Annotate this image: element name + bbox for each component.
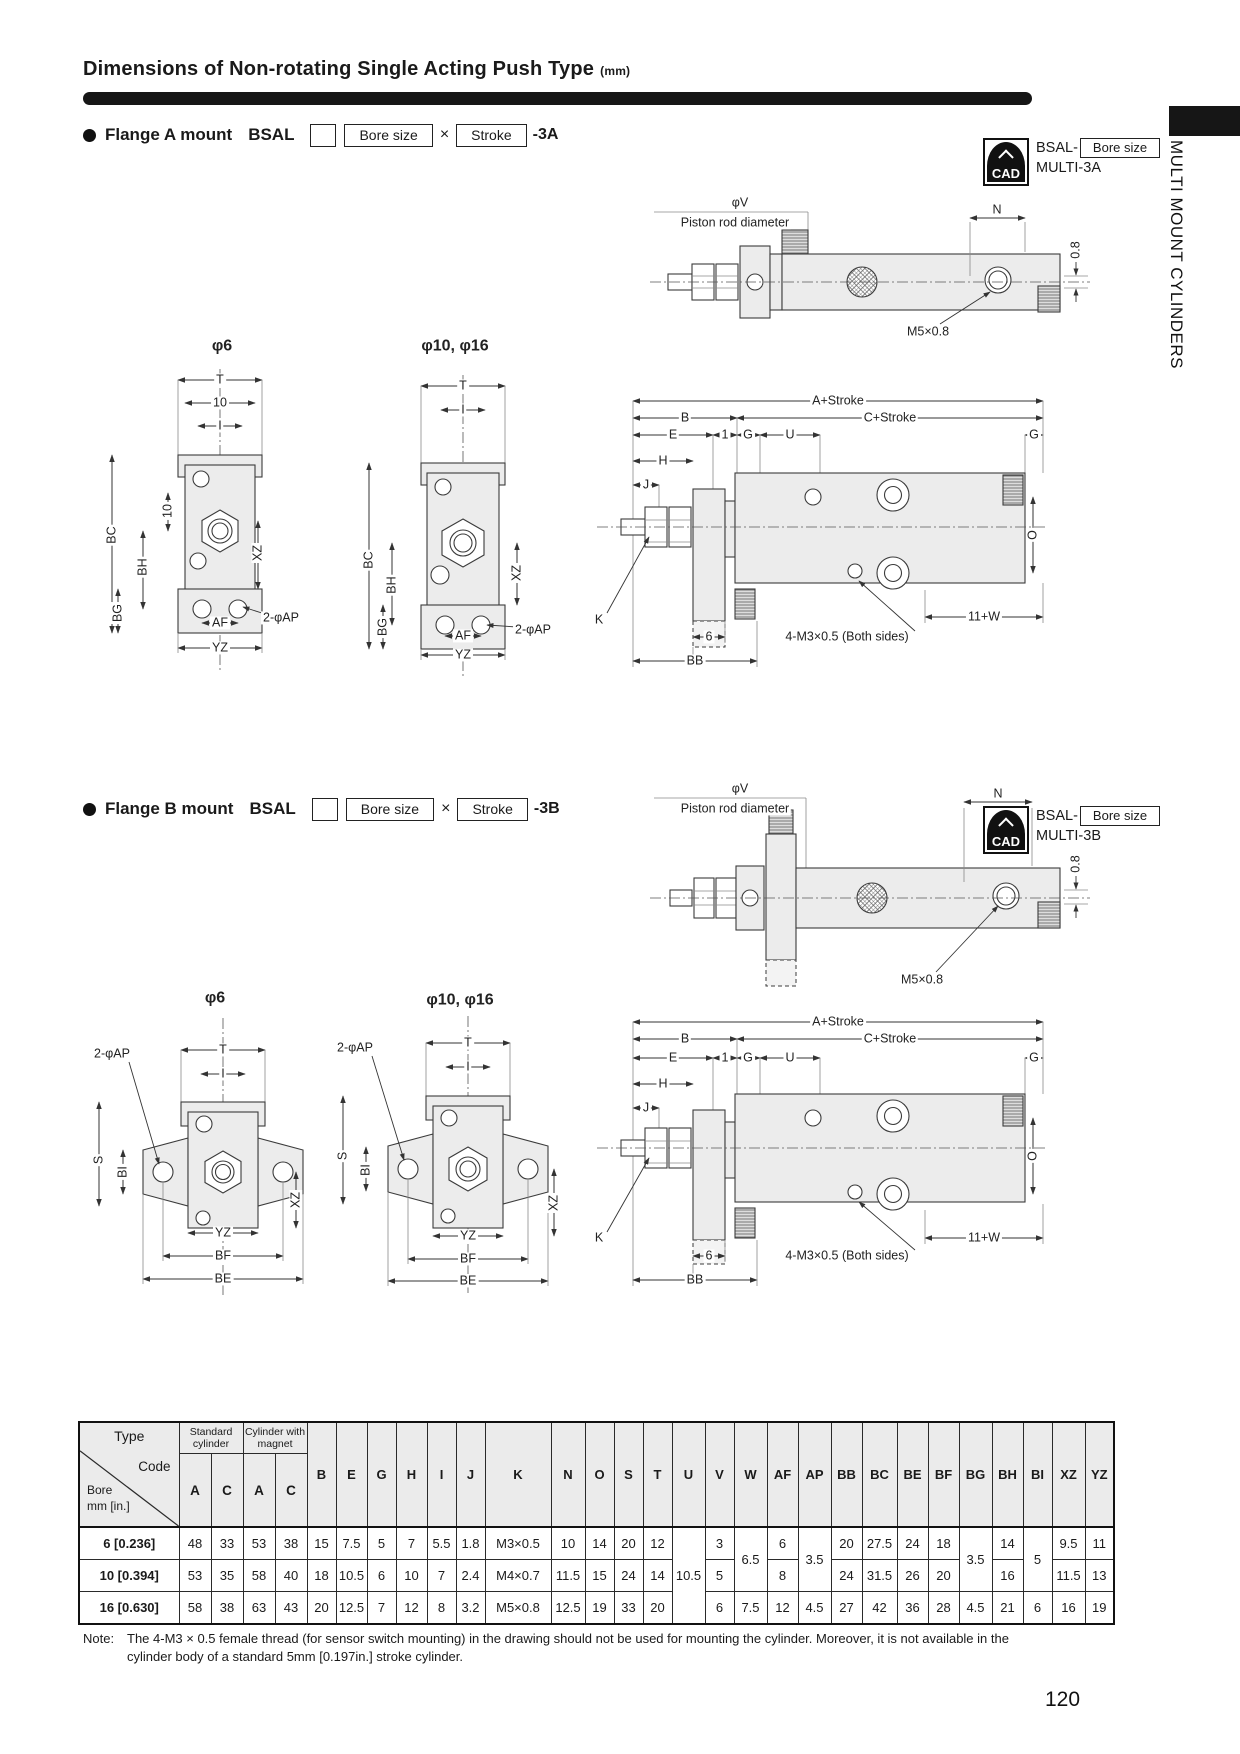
dim-label: BH bbox=[384, 576, 399, 594]
table-cell: 27 bbox=[831, 1592, 862, 1625]
dim-label: BC bbox=[104, 526, 119, 544]
table-cell: 53 bbox=[179, 1560, 211, 1592]
table-cell: 19 bbox=[1085, 1592, 1114, 1625]
bore-row-label: 10 [0.394] bbox=[79, 1560, 179, 1592]
table-cell: 11 bbox=[1085, 1527, 1114, 1560]
table-cell: 18 bbox=[928, 1527, 959, 1560]
dim-label: 0.8 bbox=[1068, 855, 1083, 873]
table-cell: 12 bbox=[767, 1592, 798, 1625]
dim-label: 2-φAP bbox=[337, 1040, 373, 1055]
dim-label: I bbox=[461, 402, 465, 417]
dim-label: BI bbox=[115, 1166, 130, 1178]
bore-row-label: 16 [0.630] bbox=[79, 1592, 179, 1625]
corner-bore-label: Bore bbox=[87, 1483, 113, 1497]
table-cell: 13 bbox=[1085, 1560, 1114, 1592]
table-cell: 6 bbox=[767, 1527, 798, 1560]
dim-label: 10 bbox=[160, 504, 175, 518]
dim-label: BG bbox=[110, 603, 125, 623]
dim-label: T bbox=[464, 1035, 472, 1050]
page-title-unit: (mm) bbox=[600, 64, 631, 78]
bore-size-box: Bore size bbox=[344, 124, 432, 147]
table-cell: 3 bbox=[705, 1527, 734, 1560]
cad-logo-text: CAD bbox=[987, 834, 1025, 850]
dim-label: 11+W bbox=[967, 1230, 1001, 1245]
times-sign: × bbox=[441, 800, 451, 817]
dim-label: O bbox=[1025, 530, 1040, 540]
table-cell: 20 bbox=[643, 1592, 672, 1625]
cad-dome-icon bbox=[987, 142, 1025, 166]
drawing-title-label: φ6 bbox=[204, 989, 226, 1007]
section-a-name: Flange A mount bbox=[105, 125, 233, 144]
dim-label: 0.8 bbox=[1068, 241, 1083, 259]
column-header-xz: XZ bbox=[1052, 1422, 1085, 1527]
drawing-title-label: φ6 bbox=[211, 337, 233, 355]
dim-label: T bbox=[219, 1042, 227, 1057]
table-cell: 58 bbox=[243, 1560, 275, 1592]
dim-label: BG bbox=[375, 617, 390, 637]
table-cell: 33 bbox=[614, 1592, 643, 1625]
table-cell: 63 bbox=[243, 1592, 275, 1625]
table-cell: 26 bbox=[897, 1560, 928, 1592]
bullet-icon bbox=[83, 129, 96, 142]
column-header-af: AF bbox=[767, 1422, 798, 1527]
table-cell: 5 bbox=[705, 1560, 734, 1592]
title-underline-bar bbox=[83, 92, 1032, 105]
corner-unit-label: mm [in.] bbox=[87, 1499, 130, 1513]
dim-label: C+Stroke bbox=[863, 1031, 917, 1046]
table-cell: 14 bbox=[992, 1527, 1023, 1560]
dim-label: XZ bbox=[250, 545, 265, 561]
column-header-s: S bbox=[614, 1422, 643, 1527]
column-header-j: J bbox=[456, 1422, 485, 1527]
corner-code-label: Code bbox=[138, 1459, 171, 1474]
sub-header-a: A bbox=[243, 1454, 275, 1528]
table-cell: 11.5 bbox=[1052, 1560, 1085, 1592]
dim-label: E bbox=[668, 1050, 678, 1065]
page-number: 120 bbox=[1044, 1688, 1081, 1711]
sub-header-c: C bbox=[211, 1454, 243, 1528]
table-cell: 10 bbox=[551, 1527, 585, 1560]
table-cell: 1.8 bbox=[456, 1527, 485, 1560]
table-cell: 11.5 bbox=[551, 1560, 585, 1592]
table-cell: 7.5 bbox=[336, 1527, 367, 1560]
dim-label: φV bbox=[731, 195, 749, 210]
dim-label: 6 bbox=[705, 1248, 713, 1263]
column-header-b: B bbox=[307, 1422, 336, 1527]
dim-label: A+Stroke bbox=[812, 1014, 864, 1029]
table-cell: 24 bbox=[897, 1527, 928, 1560]
dim-label: E bbox=[668, 427, 678, 442]
section-a-suffix: -3A bbox=[532, 126, 559, 143]
drawing-flange-a-side-view bbox=[585, 385, 1055, 685]
column-header-bc: BC bbox=[862, 1422, 897, 1527]
column-header-e: E bbox=[336, 1422, 367, 1527]
table-cell: 33 bbox=[211, 1527, 243, 1560]
drawing-flange-b-front-phi10-16 bbox=[330, 988, 585, 1308]
table-cell: 19 bbox=[585, 1592, 614, 1625]
dim-label: YZ bbox=[212, 640, 228, 655]
page-title-text: Dimensions of Non-rotating Single Acting Push Type bbox=[83, 58, 595, 80]
column-header-h: H bbox=[396, 1422, 427, 1527]
dim-label: XZ bbox=[288, 1192, 303, 1208]
dim-label: G bbox=[743, 1050, 753, 1065]
column-header-bh: BH bbox=[992, 1422, 1023, 1527]
column-header-bg: BG bbox=[959, 1422, 992, 1527]
table-cell: 38 bbox=[275, 1527, 307, 1560]
dimensions-table bbox=[78, 1421, 1115, 1625]
dim-label: B bbox=[680, 1031, 690, 1046]
table-cell: 12 bbox=[396, 1592, 427, 1625]
dim-label: I bbox=[221, 1066, 225, 1081]
table-cell: 35 bbox=[211, 1560, 243, 1592]
drawing-flange-b-front-phi6 bbox=[75, 988, 330, 1308]
table-cell: 5 bbox=[1023, 1527, 1052, 1592]
table-cell: 7 bbox=[396, 1527, 427, 1560]
table-cell: 16 bbox=[1052, 1592, 1085, 1625]
dim-label: XZ bbox=[509, 565, 524, 581]
dim-label: K bbox=[594, 1230, 604, 1245]
table-cell: 7 bbox=[427, 1560, 456, 1592]
table-cell: 9.5 bbox=[1052, 1527, 1085, 1560]
side-series-label: MULTI MOUNT CYLINDERS bbox=[1167, 140, 1186, 370]
table-cell: 36 bbox=[897, 1592, 928, 1625]
table-cell: M3×0.5 bbox=[485, 1527, 551, 1560]
cad-model-line2: MULTI-3A bbox=[1036, 160, 1101, 176]
bore-row-label: 6 [0.236] bbox=[79, 1527, 179, 1560]
note-label: Note: bbox=[83, 1631, 115, 1646]
dim-label: 10 bbox=[213, 395, 227, 410]
table-cell: M4×0.7 bbox=[485, 1560, 551, 1592]
dim-label: 2-φAP bbox=[94, 1046, 130, 1061]
column-header-v: V bbox=[705, 1422, 734, 1527]
table-cell: 8 bbox=[427, 1592, 456, 1625]
dim-label: G bbox=[743, 427, 753, 442]
column-header-be: BE bbox=[897, 1422, 928, 1527]
dim-label: Piston rod diameter bbox=[680, 215, 790, 230]
group-header: Standard cylinder bbox=[179, 1422, 243, 1454]
dim-label: N bbox=[993, 786, 1003, 801]
column-header-n: N bbox=[551, 1422, 585, 1527]
dim-label: 11+W bbox=[967, 609, 1001, 624]
table-cell: 20 bbox=[614, 1527, 643, 1560]
table-cell: 43 bbox=[275, 1592, 307, 1625]
table-cell: 5 bbox=[367, 1527, 396, 1560]
dim-label: 2-φAP bbox=[515, 622, 551, 637]
side-index-tab bbox=[1169, 106, 1240, 136]
cad-bore-box: Bore size bbox=[1080, 138, 1160, 158]
table-cell: 16 bbox=[992, 1560, 1023, 1592]
dim-label: BF bbox=[215, 1248, 231, 1263]
table-cell: 38 bbox=[211, 1592, 243, 1625]
dim-label: 2-φAP bbox=[263, 610, 299, 625]
table-cell: 3.2 bbox=[456, 1592, 485, 1625]
dim-label: BC bbox=[361, 551, 376, 569]
note-line1: The 4-M3 × 0.5 female thread (for sensor switch mounting) in the drawing should not be used for mounting the cylinder. Moreover, it is not available in the bbox=[127, 1631, 1009, 1646]
table-cell: 20 bbox=[928, 1560, 959, 1592]
column-header-ap: AP bbox=[798, 1422, 831, 1527]
dim-label: BI bbox=[358, 1164, 373, 1176]
column-header-g: G bbox=[367, 1422, 396, 1527]
dim-label: AF bbox=[212, 615, 228, 630]
dim-label: BE bbox=[459, 1273, 477, 1288]
dim-label: J bbox=[642, 1100, 650, 1115]
cad-model-prefix: BSAL- bbox=[1036, 808, 1078, 824]
blank-code-box bbox=[310, 124, 336, 147]
table-cell: 42 bbox=[862, 1592, 897, 1625]
cad-logo-text: CAD bbox=[987, 166, 1025, 182]
dim-label: 1 bbox=[721, 427, 729, 442]
blank-code-box bbox=[312, 798, 338, 821]
column-header-w: W bbox=[734, 1422, 767, 1527]
table-cell: 10.5 bbox=[672, 1527, 705, 1624]
table-cell: 4.5 bbox=[798, 1592, 831, 1625]
dim-label: M5×0.8 bbox=[906, 324, 950, 339]
dim-label: XZ bbox=[546, 1195, 561, 1211]
drawing-title-label: φ10, φ16 bbox=[421, 337, 489, 355]
corner-type-label: Type bbox=[114, 1428, 145, 1444]
dim-label: BB bbox=[686, 653, 704, 668]
cad-model-line2: MULTI-3B bbox=[1036, 828, 1101, 844]
drawing-flange-b-rod-view bbox=[640, 778, 1100, 993]
dim-label: YZ bbox=[215, 1225, 231, 1240]
table-cell: 3.5 bbox=[959, 1527, 992, 1592]
page-title bbox=[83, 58, 630, 81]
dim-label: I bbox=[466, 1059, 470, 1074]
dim-label: φV bbox=[731, 781, 749, 796]
section-b-model: BSAL bbox=[249, 799, 296, 818]
dim-label: BE bbox=[214, 1271, 232, 1286]
column-header-yz: YZ bbox=[1085, 1422, 1114, 1527]
dim-label: Piston rod diameter bbox=[680, 801, 790, 816]
table-cell: 48 bbox=[179, 1527, 211, 1560]
cad-logo-icon bbox=[983, 138, 1029, 186]
dim-label: BB bbox=[686, 1272, 704, 1287]
table-cell: 7.5 bbox=[734, 1592, 767, 1625]
bullet-icon bbox=[83, 803, 96, 816]
table-cell: 14 bbox=[585, 1527, 614, 1560]
flange-b-heading bbox=[83, 796, 560, 822]
table-cell: 12.5 bbox=[551, 1592, 585, 1625]
drawing-flange-a-front-phi6 bbox=[85, 335, 315, 680]
dim-label: J bbox=[642, 477, 650, 492]
flange-a-heading bbox=[83, 122, 558, 148]
table-cell: M5×0.8 bbox=[485, 1592, 551, 1625]
times-sign: × bbox=[439, 126, 450, 143]
dim-label: 4-M3×0.5 (Both sides) bbox=[785, 1248, 909, 1263]
dim-label: 1 bbox=[721, 1050, 729, 1065]
drawing-flange-a-front-phi10-16 bbox=[335, 335, 570, 680]
stroke-box: Stroke bbox=[457, 798, 527, 821]
table-cell: 6 bbox=[367, 1560, 396, 1592]
table-cell: 8 bbox=[767, 1560, 798, 1592]
dim-label: YZ bbox=[455, 647, 471, 662]
table-cell: 20 bbox=[831, 1527, 862, 1560]
dim-label: T bbox=[459, 378, 467, 393]
note-line2: cylinder body of a standard 5mm [0.197in.] stroke cylinder. bbox=[127, 1649, 464, 1664]
table-cell: 10.5 bbox=[336, 1560, 367, 1592]
column-header-bf: BF bbox=[928, 1422, 959, 1527]
dim-label: 4-M3×0.5 (Both sides) bbox=[785, 629, 909, 644]
dim-label: I bbox=[218, 418, 222, 433]
footnote bbox=[83, 1630, 1138, 1666]
table-cell: 20 bbox=[307, 1592, 336, 1625]
column-header-u: U bbox=[672, 1422, 705, 1527]
dim-label: H bbox=[658, 453, 668, 468]
dim-label: H bbox=[658, 1076, 668, 1091]
drawing-title-label: φ10, φ16 bbox=[426, 991, 494, 1009]
table-cell: 7 bbox=[367, 1592, 396, 1625]
dim-label: M5×0.8 bbox=[900, 972, 944, 987]
bore-size-box: Bore size bbox=[346, 798, 434, 821]
sub-header-c: C bbox=[275, 1454, 307, 1528]
group-header: Cylinder with magnet bbox=[243, 1422, 307, 1454]
table-cell: 31.5 bbox=[862, 1560, 897, 1592]
dim-label: G bbox=[1029, 1050, 1039, 1065]
table-cell: 3.5 bbox=[798, 1527, 831, 1592]
cad-badge-a bbox=[983, 138, 1160, 186]
cad-model-lines bbox=[1036, 138, 1160, 178]
dim-label: YZ bbox=[460, 1228, 476, 1243]
column-header-bi: BI bbox=[1023, 1422, 1052, 1527]
dim-label: A+Stroke bbox=[812, 393, 864, 408]
drawing-flange-a-rod-view bbox=[640, 192, 1100, 342]
dim-label: 6 bbox=[705, 629, 713, 644]
dim-label: G bbox=[1029, 427, 1039, 442]
table-cell: 21 bbox=[992, 1592, 1023, 1625]
section-b-suffix: -3B bbox=[533, 800, 560, 817]
dim-label: S bbox=[335, 1151, 350, 1161]
table-cell: 15 bbox=[585, 1560, 614, 1592]
section-a-model: BSAL bbox=[248, 125, 295, 144]
table-cell: 18 bbox=[307, 1560, 336, 1592]
dim-label: K bbox=[594, 612, 604, 627]
table-corner-cell bbox=[79, 1422, 179, 1527]
table-cell: 53 bbox=[243, 1527, 275, 1560]
sub-header-a: A bbox=[179, 1454, 211, 1528]
table-cell: 15 bbox=[307, 1527, 336, 1560]
section-b-name: Flange B mount bbox=[105, 799, 234, 818]
dim-label: U bbox=[785, 1050, 795, 1065]
table-cell: 14 bbox=[643, 1560, 672, 1592]
table-cell: 12 bbox=[643, 1527, 672, 1560]
dim-label: U bbox=[785, 427, 795, 442]
dim-label: AF bbox=[455, 628, 471, 643]
table-cell: 58 bbox=[179, 1592, 211, 1625]
cad-model-prefix: BSAL- bbox=[1036, 140, 1078, 156]
table-cell: 24 bbox=[831, 1560, 862, 1592]
stroke-box: Stroke bbox=[456, 124, 526, 147]
dim-label: T bbox=[216, 372, 224, 387]
dim-label: BH bbox=[135, 558, 150, 576]
table-cell: 4.5 bbox=[959, 1592, 992, 1625]
table-cell: 27.5 bbox=[862, 1527, 897, 1560]
drawing-flange-b-side-view bbox=[585, 1008, 1055, 1298]
column-header-o: O bbox=[585, 1422, 614, 1527]
table-cell: 5.5 bbox=[427, 1527, 456, 1560]
table-cell: 2.4 bbox=[456, 1560, 485, 1592]
dim-label: BF bbox=[460, 1251, 476, 1266]
dim-label: N bbox=[992, 202, 1002, 217]
column-header-bb: BB bbox=[831, 1422, 862, 1527]
column-header-k: K bbox=[485, 1422, 551, 1527]
dim-label: S bbox=[91, 1155, 106, 1165]
column-header-i: I bbox=[427, 1422, 456, 1527]
table-cell: 10 bbox=[396, 1560, 427, 1592]
table-cell: 28 bbox=[928, 1592, 959, 1625]
table-cell: 6.5 bbox=[734, 1527, 767, 1592]
table-cell: 40 bbox=[275, 1560, 307, 1592]
table-cell: 6 bbox=[1023, 1592, 1052, 1625]
table-cell: 12.5 bbox=[336, 1592, 367, 1625]
dim-label: B bbox=[680, 410, 690, 425]
dim-label: O bbox=[1025, 1151, 1040, 1161]
dim-label: C+Stroke bbox=[863, 410, 917, 425]
column-header-t: T bbox=[643, 1422, 672, 1527]
table-cell: 24 bbox=[614, 1560, 643, 1592]
cad-bore-box: Bore size bbox=[1080, 806, 1160, 826]
table-cell: 6 bbox=[705, 1592, 734, 1625]
